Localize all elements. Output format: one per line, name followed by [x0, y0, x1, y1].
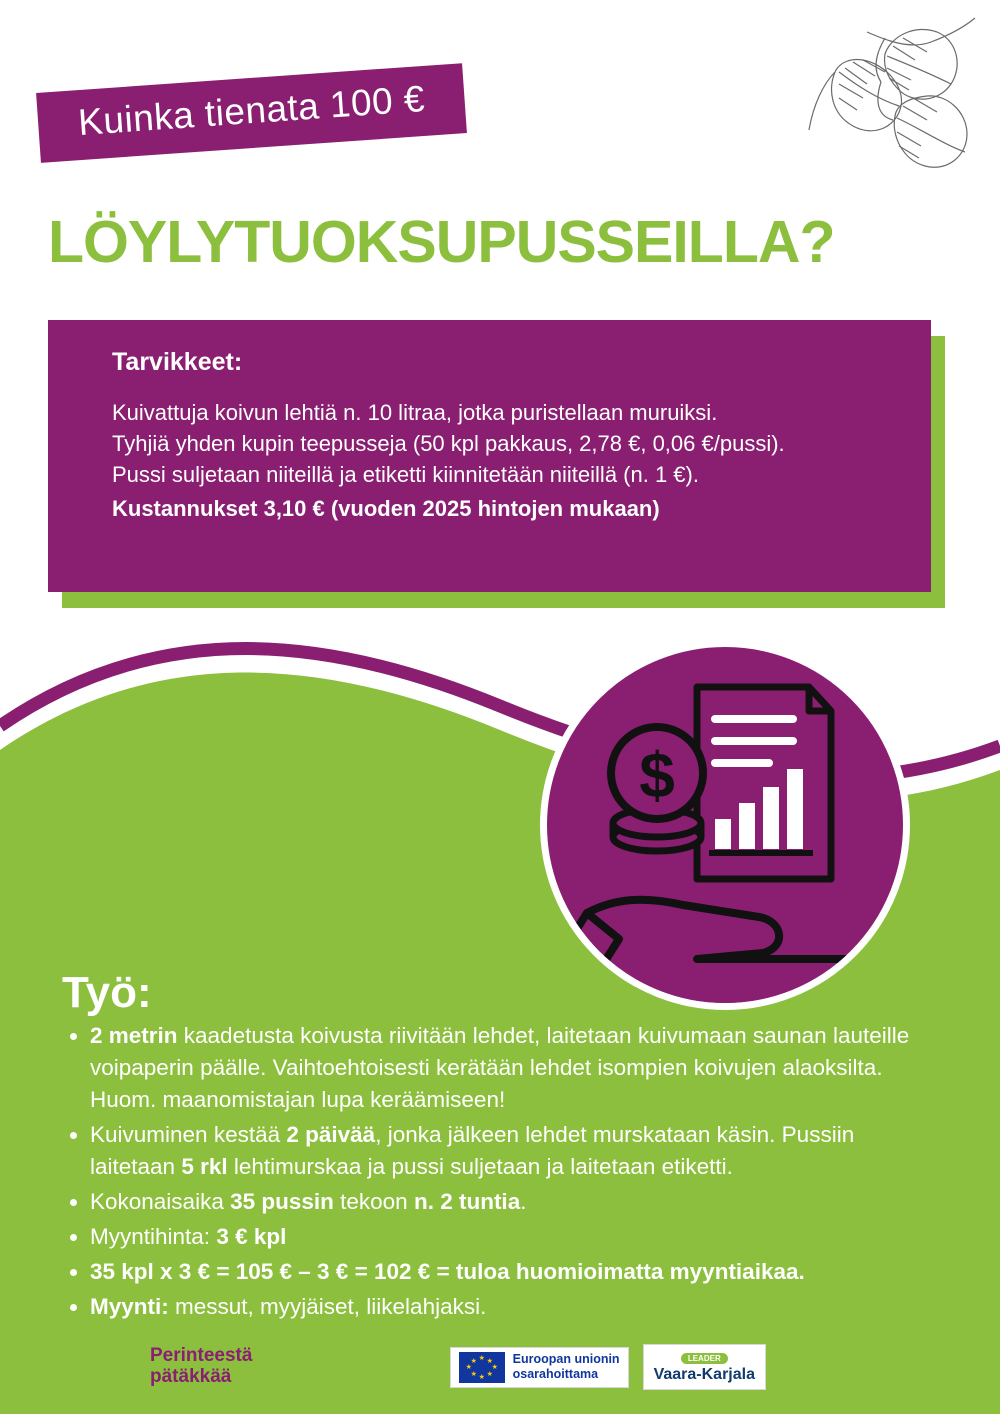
work-steps-list — [52, 1020, 932, 1325]
money-illustration-circle — [540, 640, 910, 1010]
supplies-line-3: Pussi suljetaan niiteillä ja etiketti kiinnitetään niiteillä (n. 1 €). — [112, 462, 699, 488]
leader-region-name: Vaara-Karjala — [653, 1366, 755, 1383]
logo-4h-word: Pielinen — [316, 1349, 436, 1384]
supplies-line-1: Kuivattuja koivun lehtiä n. 10 litraa, jotka puristellaan muruiksi. — [112, 400, 718, 425]
logo-perinteesta-line2: pätäkkää — [150, 1366, 232, 1387]
svg-text:$: $ — [639, 739, 675, 811]
supplies-line-2: Tyhjiä yhden kupin teepusseja (50 kpl pakkaus, 2,78 €, 0,06 €/pussi). — [112, 431, 785, 457]
logo-eu-cofunded — [450, 1347, 629, 1388]
supplies-box — [48, 320, 931, 592]
eu-logo-line2: osarahoittama — [512, 1367, 599, 1381]
supplies-cost-line: Kustannukset 3,10 € (vuoden 2025 hintojen mukaan) — [112, 495, 660, 521]
eu-logo-line1: Euroopan unionin — [512, 1352, 620, 1367]
list-item: • 35 kpl x 3 € = 105 € – 3 € = 102 € = tuloa huomioimatta myyntiaikaa. — [90, 1256, 932, 1288]
logo-perinteesta-line1: Perinteestä — [150, 1345, 253, 1367]
poster-kicker-text: Kuinka tienata 100 € — [36, 63, 467, 163]
logo-leader-vaara-karjala — [643, 1344, 766, 1390]
list-item: • Kuivuminen kestää 2 päivää, jonka jälkeen lehdet murskataan käsin. Pussiin laitetaan 5 rkl lehtimurskaa ja pussi suljetaan ja laitetaan etiketti. — [90, 1119, 932, 1183]
eu-flag-icon: ★ ★ ★ ★ ★ ★ ★ ★ — [459, 1352, 505, 1383]
birch-leaf-illustration — [735, 10, 985, 225]
list-item: • 2 metrin kaadetusta koivusta riivitään lehdet, laitetaan kuivumaan saunan lauteille voipaperin päälle. Vaihtoehtoisesti kerätään lehdet isompien koivujen alaoksilta. Huom. maanomistajan lupa keräämiseen! — [90, 1020, 932, 1116]
poster-kicker-banner — [36, 63, 467, 163]
logo-perinteesta-patakkaa — [150, 1346, 252, 1387]
supplies-title: Tarvikkeet: — [112, 348, 243, 376]
work-section-title: Työ: — [62, 968, 152, 1017]
leader-tag: LEADER — [681, 1353, 728, 1364]
eu-logo-text — [513, 1352, 620, 1382]
hand-holding-money-icon — [547, 647, 910, 1010]
logo-4h-mark: 4H — [266, 1346, 310, 1387]
logo-4h-pielinen — [266, 1346, 435, 1388]
list-item: • Myynti: messut, myyjäiset, liikelahjaksi. — [90, 1291, 932, 1323]
page-title: LÖYLYTUOKSUPUSSEILLA? — [48, 209, 835, 275]
list-item: • Myyntihinta: 3 € kpl — [90, 1221, 932, 1253]
list-item: • Kokonaisaika 35 pussin tekoon n. 2 tuntia. — [90, 1186, 932, 1218]
footer-logo-bar — [150, 1338, 850, 1396]
